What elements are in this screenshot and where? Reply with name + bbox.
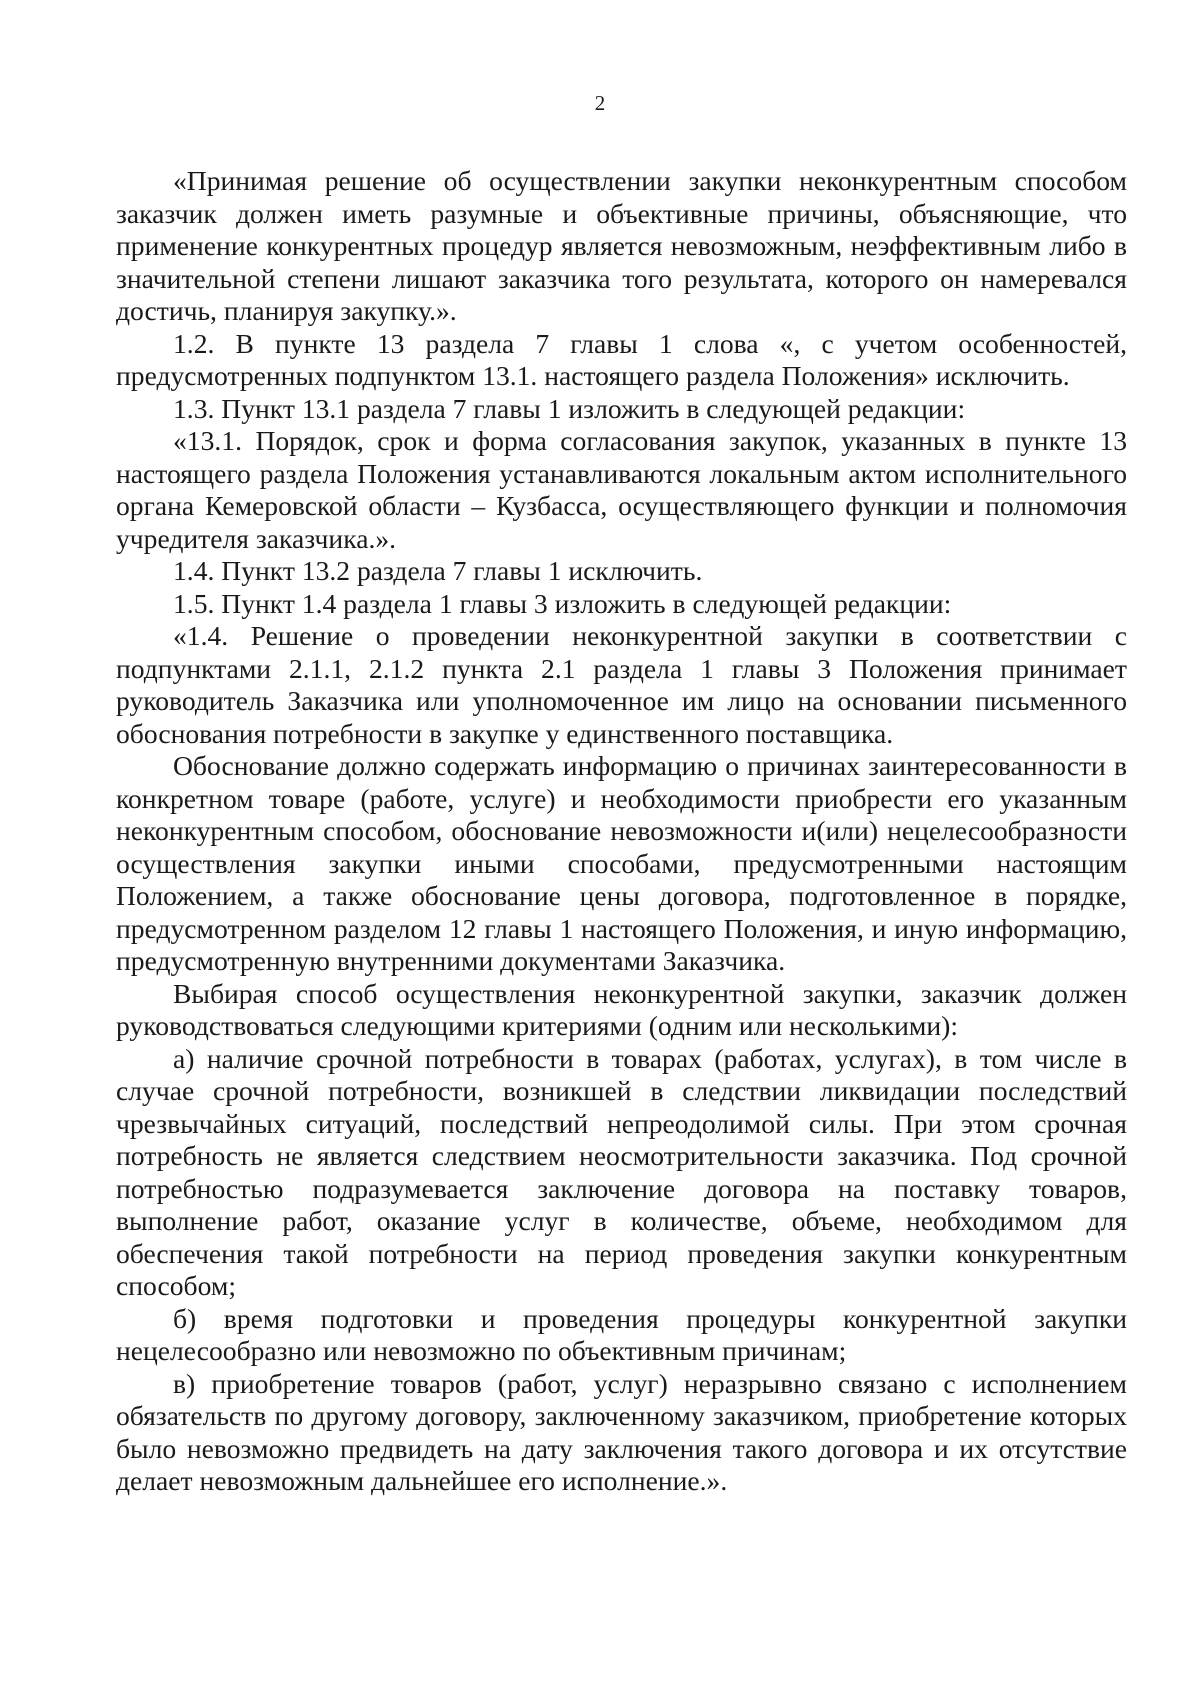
document-body (116, 165, 1127, 1498)
paragraph-item-1-3: 1.3. Пункт 13.1 раздела 7 главы 1 изложить в следующей редакции: (173, 392, 966, 424)
paragraph-selection-criteria: Выбирая способ осуществления неконкурентной закупки, заказчик должен руководствоваться следующими критериями (одним или несколькими): (116, 977, 1127, 1041)
paragraph-item-1-5: 1.5. Пункт 1.4 раздела 1 главы 3 изложить в следующей редакции: (173, 587, 952, 619)
paragraph-criterion-c: в) приобретение товаров (работ, услуг) неразрывно связано с исполнением обязательств по другому договору, заключенному заказчиком, приобретение которых было невозможно предвидеть на дату заключения такого договора и их отсутствие делает невозможным дальнейшее его исполнение.». (116, 1367, 1127, 1496)
paragraph-criterion-a: а) наличие срочной потребности в товарах (работах, услугах), в том числе в случае срочной потребности, возникшей в следствии ликвидации последствий чрезвычайных ситуаций, последствий непреодолимой силы. При этом срочная потребность не является следствием неосмотрительности заказчика. Под срочной потребностью подразумевается заключение договора на поставку товаров, выполнение работ, оказание услуг в количестве, объеме, необходимом для обеспечения такой потребности на период проведения закупки конкурентным способом; (116, 1042, 1127, 1301)
paragraph-quote-decision-justification: «Принимая решение об осуществлении закупки неконкурентным способом заказчик должен иметь разумные и объективные причины, объясняющие, что применение конкурентных процедур является невозможным, неэффективным либо в значительной степени лишают заказчика того результата, которого он намеревался достичь, планируя закупку.». (116, 165, 1127, 326)
paragraph-quote-13-1: «13.1. Порядок, срок и форма согласования закупок, указанных в пункте 13 настоящего раздела Положения устанавливаются локальным актом исполнительного органа Кемеровской области – Кузбасса, осуществляющего функции и полномочия учредителя заказчика.». (116, 425, 1127, 554)
page-number: 2 (594, 91, 606, 115)
paragraph-item-1-2: 1.2. В пункте 13 раздела 7 главы 1 слова «, с учетом особенностей, предусмотренных подпунктом 13.1. настоящего раздела Положения» исключить. (116, 327, 1127, 391)
paragraph-item-1-4: 1.4. Пункт 13.2 раздела 7 главы 1 исключить. (173, 555, 703, 586)
paragraph-justification-content: Обоснование должно содержать информацию о причинах заинтересованности в конкретном товаре (работе, услуге) и необходимости приобрести его указанным неконкурентным способом, обоснование невозможности и(или) нецелесообразности осуществления закупки иными способами, предусмотренными настоящим Положением, а также обоснование цены договора, подготовленное в порядке, предусмотренном разделом 12 главы 1 настоящего Положения, и иную информацию, предусмотренную внутренними документами Заказчика. (116, 750, 1127, 976)
paragraph-quote-1-4-decision: «1.4. Решение о проведении неконкурентной закупки в соответствии с подпунктами 2.1.1, 2.1.2 пункта 2.1 раздела 1 главы 3 Положения принимает руководитель Заказчика или уполномоченное им лицо на основании письменного обоснования потребности в закупке у единственного поставщика. (116, 620, 1127, 749)
paragraph-criterion-b: б) время подготовки и проведения процедуры конкурентной закупки нецелесообразно или невозможно по объективным причинам; (116, 1302, 1127, 1366)
